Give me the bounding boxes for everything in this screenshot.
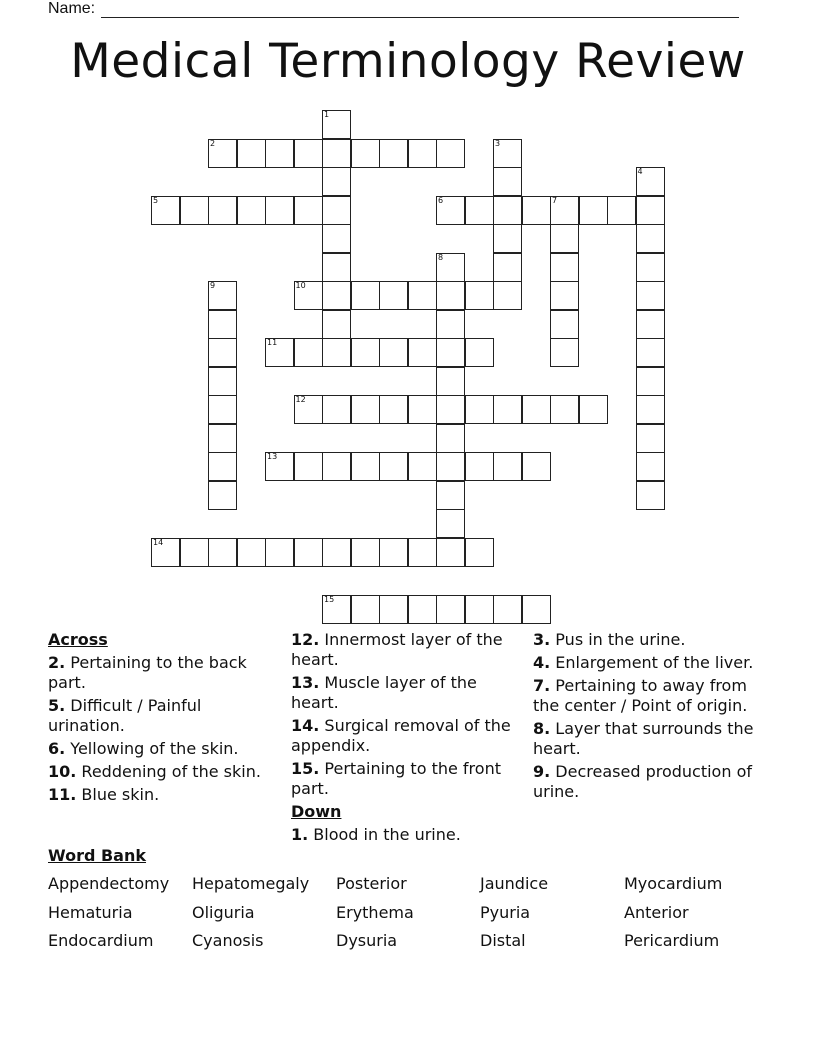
clues-column-3: [533, 630, 773, 805]
crossword-cell[interactable]: [265, 338, 294, 367]
clue-number: 9: [210, 281, 216, 290]
clue-text: Difficult / Painful urination.: [48, 696, 202, 735]
crossword-cell[interactable]: [322, 253, 351, 282]
crossword-cell[interactable]: [493, 253, 522, 282]
word-bank-item: Endocardium: [48, 931, 154, 950]
crossword-cell[interactable]: [550, 338, 579, 367]
crossword-cell[interactable]: [408, 281, 437, 310]
crossword-cell[interactable]: [436, 253, 465, 282]
crossword-cell[interactable]: [265, 538, 294, 567]
clue-number-label: 11.: [48, 785, 77, 804]
clue-number: 6: [438, 195, 444, 205]
crossword-cell[interactable]: [351, 395, 380, 424]
crossword-cell[interactable]: [322, 595, 351, 624]
clue-number-label: 8.: [533, 719, 551, 738]
crossword-cell[interactable]: [636, 395, 665, 424]
crossword-cell[interactable]: [208, 139, 237, 168]
clue-number-label: 1.: [291, 825, 309, 844]
clue-number-label: 2.: [48, 653, 66, 672]
across-heading: Across: [48, 630, 108, 649]
clue-item: [291, 759, 516, 799]
word-bank-item: Pericardium: [624, 931, 720, 950]
clue-number: 2: [210, 138, 216, 148]
crossword-cell[interactable]: [636, 281, 665, 310]
clue-number: 5: [153, 195, 159, 205]
crossword-cell[interactable]: [379, 281, 408, 310]
crossword-cell[interactable]: [208, 281, 237, 310]
clue-item: [533, 630, 773, 650]
clue-number-label: 10.: [48, 762, 77, 781]
crossword-cell[interactable]: [379, 595, 408, 624]
crossword-cell[interactable]: [379, 395, 408, 424]
clue-text: Pertaining to away from the center / Point of origin.: [533, 676, 748, 715]
crossword-cell[interactable]: [379, 538, 408, 567]
crossword-cell[interactable]: [322, 338, 351, 367]
crossword-cell[interactable]: [436, 595, 465, 624]
clue-text: Blood in the urine.: [308, 825, 461, 844]
clue-number: 15: [324, 594, 335, 604]
name-label: Name:: [48, 0, 96, 17]
word-bank-item: Erythema: [336, 902, 414, 922]
crossword-cell[interactable]: [493, 281, 522, 310]
clue-text: Pus in the urine.: [550, 630, 686, 649]
word-bank-item: Distal: [480, 931, 526, 950]
crossword-cell[interactable]: [208, 395, 237, 424]
clue-item: [533, 762, 773, 802]
clue-text: Pertaining to the front part.: [291, 759, 501, 798]
crossword-cell[interactable]: [550, 196, 579, 225]
crossword-cell[interactable]: [493, 139, 522, 168]
clue-item: [291, 716, 516, 756]
clue-number: 11: [267, 338, 278, 347]
clue-number: 14: [153, 537, 164, 547]
crossword-cell[interactable]: [436, 367, 465, 396]
clue-number: 7: [552, 195, 558, 205]
clue-item: [48, 696, 278, 736]
word-bank-item: Hepatomegaly: [192, 874, 310, 893]
crossword-cell[interactable]: [379, 452, 408, 481]
crossword-cell[interactable]: [579, 395, 608, 424]
crossword-cell[interactable]: [208, 310, 237, 339]
crossword-cell[interactable]: [493, 196, 522, 225]
crossword-cell[interactable]: [465, 452, 494, 481]
clue-text: Yellowing of the skin.: [65, 739, 239, 758]
crossword-cell[interactable]: [208, 196, 237, 225]
clue-text: Surgical removal of the appendix.: [291, 716, 511, 755]
crossword-cell[interactable]: [436, 424, 465, 453]
crossword-cell[interactable]: [436, 281, 465, 310]
crossword-cell[interactable]: [636, 338, 665, 367]
crossword-cell[interactable]: [351, 281, 380, 310]
crossword-cell[interactable]: [322, 139, 351, 168]
word-bank-item: Pyuria: [480, 902, 531, 922]
crossword-cell[interactable]: [351, 139, 380, 168]
crossword-cell[interactable]: [351, 452, 380, 481]
crossword-cell[interactable]: [322, 110, 351, 139]
clue-item: [291, 630, 516, 670]
crossword-cell[interactable]: [522, 395, 551, 424]
crossword-cell[interactable]: [550, 224, 579, 253]
clue-number: 13: [267, 452, 278, 461]
crossword-cell[interactable]: [408, 538, 437, 567]
crossword-cell[interactable]: [322, 167, 351, 196]
clue-number: 12: [295, 395, 306, 404]
crossword-cell[interactable]: [294, 281, 323, 310]
crossword-cell[interactable]: [636, 367, 665, 396]
crossword-cell[interactable]: [465, 538, 494, 567]
crossword-cell[interactable]: [151, 538, 180, 567]
crossword-cell[interactable]: [208, 424, 237, 453]
crossword-cell[interactable]: [379, 338, 408, 367]
word-bank-item: Oliguria: [192, 902, 255, 922]
clue-item: [48, 739, 278, 759]
crossword-cell[interactable]: [351, 338, 380, 367]
crossword-cell[interactable]: [322, 452, 351, 481]
crossword-cell[interactable]: [493, 224, 522, 253]
down-heading: Down: [291, 802, 342, 821]
crossword-cell[interactable]: [237, 196, 266, 225]
crossword-cell[interactable]: [265, 139, 294, 168]
crossword-cell[interactable]: [493, 167, 522, 196]
crossword-cell[interactable]: [636, 224, 665, 253]
crossword-cell[interactable]: [436, 139, 465, 168]
crossword-cell[interactable]: [550, 253, 579, 282]
crossword-cell[interactable]: [208, 481, 237, 510]
page-title: Medical Terminology Review: [70, 34, 746, 89]
crossword-cell[interactable]: [436, 395, 465, 424]
crossword-cell[interactable]: [208, 338, 237, 367]
crossword-cell[interactable]: [237, 538, 266, 567]
crossword-cell[interactable]: [465, 338, 494, 367]
clue-text: Layer that surrounds the heart.: [533, 719, 754, 758]
clue-text: Decreased production of urine.: [533, 762, 752, 801]
clue-number-label: 14.: [291, 716, 320, 735]
crossword-cell[interactable]: [522, 595, 551, 624]
crossword-cell[interactable]: [436, 310, 465, 339]
crossword-cell[interactable]: [636, 196, 665, 225]
crossword-cell[interactable]: [351, 538, 380, 567]
word-bank-item: Anterior: [624, 902, 689, 922]
clue-item: [291, 825, 516, 845]
crossword-cell[interactable]: [636, 253, 665, 282]
clue-number-label: 7.: [533, 676, 551, 695]
crossword-cell[interactable]: [294, 395, 323, 424]
clue-text: Muscle layer of the heart.: [291, 673, 477, 712]
clue-number: 8: [438, 252, 444, 262]
clue-item: [48, 762, 278, 782]
crossword-cell[interactable]: [322, 538, 351, 567]
crossword-cell[interactable]: [636, 481, 665, 510]
crossword-cell[interactable]: [465, 395, 494, 424]
crossword-cell[interactable]: [522, 452, 551, 481]
crossword-cell[interactable]: [436, 538, 465, 567]
crossword-cell[interactable]: [465, 281, 494, 310]
word-bank-item: Hematuria: [48, 902, 133, 922]
crossword-cell[interactable]: [408, 595, 437, 624]
clue-text: Innermost layer of the heart.: [291, 630, 503, 669]
crossword-cell[interactable]: [436, 338, 465, 367]
clue-item: [533, 676, 773, 716]
word-bank-item: Myocardium: [624, 874, 723, 893]
clue-number-label: 13.: [291, 673, 320, 692]
crossword-cell[interactable]: [550, 281, 579, 310]
clue-number-label: 15.: [291, 759, 320, 778]
crossword-cell[interactable]: [493, 452, 522, 481]
crossword-cell[interactable]: [322, 196, 351, 225]
crossword-cell[interactable]: [294, 452, 323, 481]
crossword-cell[interactable]: [636, 167, 665, 196]
crossword-cell[interactable]: [265, 452, 294, 481]
crossword-cell[interactable]: [436, 196, 465, 225]
clue-number-label: 5.: [48, 696, 66, 715]
crossword-cell[interactable]: [493, 595, 522, 624]
clue-number: 3: [495, 138, 501, 148]
clue-text: Reddening of the skin.: [76, 762, 261, 781]
crossword-cell[interactable]: [208, 538, 237, 567]
clue-text: Blue skin.: [76, 785, 160, 804]
crossword-cell[interactable]: [636, 424, 665, 453]
crossword-cell[interactable]: [322, 224, 351, 253]
crossword-cell[interactable]: [180, 196, 209, 225]
crossword-cell[interactable]: [408, 139, 437, 168]
clue-text: Enlargement of the liver.: [550, 653, 754, 672]
crossword-cell[interactable]: [436, 481, 465, 510]
clue-item: [533, 653, 773, 673]
crossword-cell[interactable]: [465, 196, 494, 225]
crossword-cell[interactable]: [265, 196, 294, 225]
word-bank-item: Dysuria: [336, 931, 398, 950]
clue-item: [533, 719, 773, 759]
clue-number: 1: [324, 110, 330, 119]
crossword-cell[interactable]: [436, 509, 465, 538]
crossword-cell[interactable]: [636, 452, 665, 481]
crossword-cell[interactable]: [550, 310, 579, 339]
crossword-cell[interactable]: [322, 281, 351, 310]
clue-number-label: 4.: [533, 653, 551, 672]
crossword-cell[interactable]: [294, 338, 323, 367]
crossword-cell[interactable]: [180, 538, 209, 567]
crossword-cell[interactable]: [408, 338, 437, 367]
crossword-cell[interactable]: [579, 196, 608, 225]
crossword-cell[interactable]: [322, 395, 351, 424]
crossword-cell[interactable]: [322, 310, 351, 339]
crossword-cell[interactable]: [550, 395, 579, 424]
clue-number-label: 12.: [291, 630, 320, 649]
clue-number-label: 3.: [533, 630, 551, 649]
crossword-cell[interactable]: [636, 310, 665, 339]
crossword-cell[interactable]: [294, 196, 323, 225]
crossword-cell[interactable]: [493, 395, 522, 424]
word-bank-item: Cyanosis: [192, 931, 264, 950]
word-bank-heading: Word Bank: [48, 846, 147, 865]
clue-number-label: 6.: [48, 739, 66, 758]
word-bank-item: Jaundice: [480, 874, 549, 893]
clue-item: [48, 653, 278, 693]
crossword-cell[interactable]: [351, 595, 380, 624]
clue-item: [291, 673, 516, 713]
crossword-cell[interactable]: [408, 395, 437, 424]
crossword-cell[interactable]: [465, 595, 494, 624]
crossword-cell[interactable]: [208, 452, 237, 481]
clues-column-1: [48, 630, 278, 808]
crossword-cell[interactable]: [379, 139, 408, 168]
crossword-cell[interactable]: [436, 452, 465, 481]
crossword-cell[interactable]: [408, 452, 437, 481]
crossword-cell[interactable]: [294, 139, 323, 168]
clue-text: Pertaining to the back part.: [48, 653, 247, 692]
clue-item: [48, 785, 278, 805]
word-bank-item: Posterior: [336, 874, 407, 893]
crossword-cell[interactable]: [151, 196, 180, 225]
word-bank-item: Appendectomy: [48, 874, 170, 893]
crossword-cell[interactable]: [237, 139, 266, 168]
crossword-cell[interactable]: [522, 196, 551, 225]
crossword-cell[interactable]: [607, 196, 636, 225]
clues-column-2: [291, 630, 516, 848]
clue-number: 10: [295, 281, 306, 290]
clue-number: 4: [637, 167, 643, 176]
crossword-cell[interactable]: [208, 367, 237, 396]
crossword-cell[interactable]: [294, 538, 323, 567]
clue-number-label: 9.: [533, 762, 551, 781]
